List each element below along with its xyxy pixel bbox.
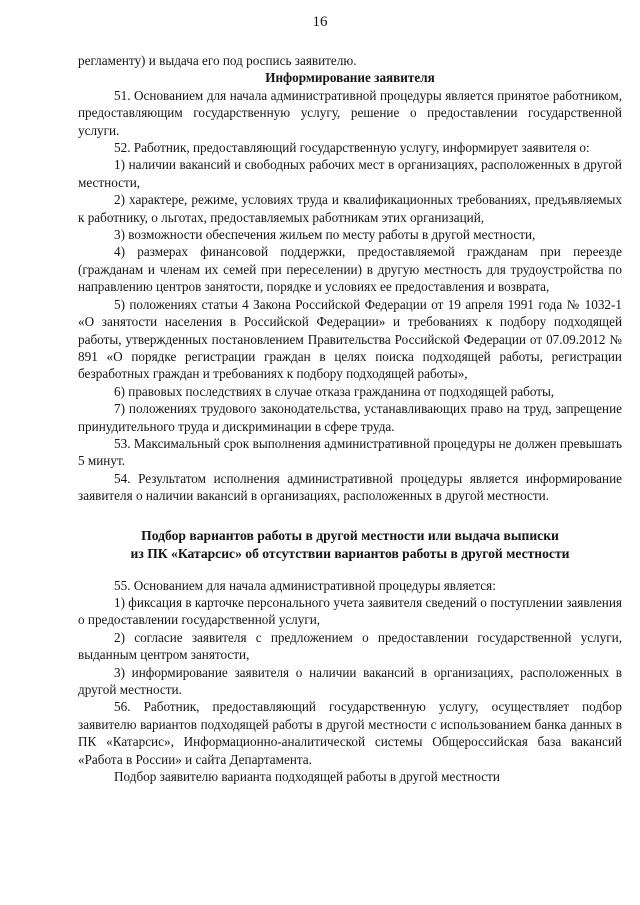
paragraph-52: 52. Работник, предоставляющий государственную услугу, информирует заявителя о:	[114, 140, 590, 156]
list-item-52-3: 3) возможности обеспечения жильем по месту работы в другой местности,	[114, 227, 536, 243]
list-item-52-6: 6) правовых последствиях в случае отказа гражданина от подходящей работы,	[114, 383, 555, 399]
section-heading-selection	[78, 527, 622, 563]
list-item-52-7: 7) положениях трудового законодательства, устанавливающих право на труд, запрещение принудительного труда и дискриминации в сфере труда.	[78, 401, 622, 434]
list-item-55-1: 1) фиксация в карточке персонального учета заявителя сведений о поступлении заявления о предоставлении государственной услуги,	[78, 594, 622, 628]
list-item-52-5: 5) положениях статьи 4 Закона Российской Федерации от 19 апреля 1991 года № 1032-1 «О занятости населения в Российской Федерации» и требованиях к подбору подходящей работы, утвержденных постановлением Правительства Российской Федерации от 07.09.2012 № 891 «О порядке регистрации граждан в целях поиска подходящей работы, регистрации безработных граждан и требованиях к подбору подходящей работы»,	[78, 296, 622, 382]
paragraph-51: 51. Основанием для начала административной процедуры является принятое работником, предоставляющим государственную услугу, решение о предоставлении государственной услуги.	[78, 87, 622, 138]
paragraph-53: 53. Максимальный срок выполнения административной процедуры не должен превышать 5 минут.	[78, 435, 622, 469]
list-item-55-3: 3) информирование заявителя о наличии вакансий в организациях, расположенных в другой местности.	[78, 664, 622, 697]
paragraph-56: 56. Работник, предоставляющий государственную услугу, осуществляет подбор заявителю вариантов подходящей работы в другой местности с использованием банка данных в ПК «Катарсис», Информационно-аналитической системы Общероссийская база вакансий «Работа в России» и сайта Департамента.	[78, 699, 622, 767]
section-heading-line-2: из ПК «Катарсис» об отсутствии вариантов работы в другой местности	[130, 545, 570, 561]
list-item-52-2: 2) характере, режиме, условиях труда и квалификационных требованиях, предъявляемых к работнику, о льготах, предоставляемых работникам этих организаций,	[78, 192, 622, 225]
paragraph-54: 54. Результатом исполнения административной процедуры является информирование заявителя о наличии вакансий в организациях, расположенных в другой местности.	[78, 470, 622, 504]
list-item-52-1: 1) наличии вакансий и свободных рабочих мест в организациях, расположенных в другой местности,	[78, 157, 622, 190]
section-heading-informing: Информирование заявителя	[265, 70, 435, 86]
page-number: 16	[312, 14, 328, 30]
paragraph-selection-start: Подбор заявителю варианта подходящей работы в другой местности	[114, 769, 500, 785]
document-body	[78, 52, 622, 785]
list-item-52-4: 4) размерах финансовой поддержки, предоставляемой гражданам при переезде (гражданам и членам их семей при переселении) в другую местность для трудоустройства по направлению центров занятости, порядке и условиях ее предоставления и возврата,	[78, 244, 622, 295]
paragraph-continuation: регламенту) и выдача его под роспись заявителю.	[78, 53, 357, 68]
paragraph-55: 55. Основанием для начала административной процедуры является:	[114, 577, 496, 593]
list-item-55-2: 2) согласие заявителя с предложением о предоставлении государственной услуги, выданным центром занятости,	[78, 629, 622, 663]
section-heading-line-1: Подбор вариантов работы в другой местности или выдача выписки	[141, 527, 559, 543]
